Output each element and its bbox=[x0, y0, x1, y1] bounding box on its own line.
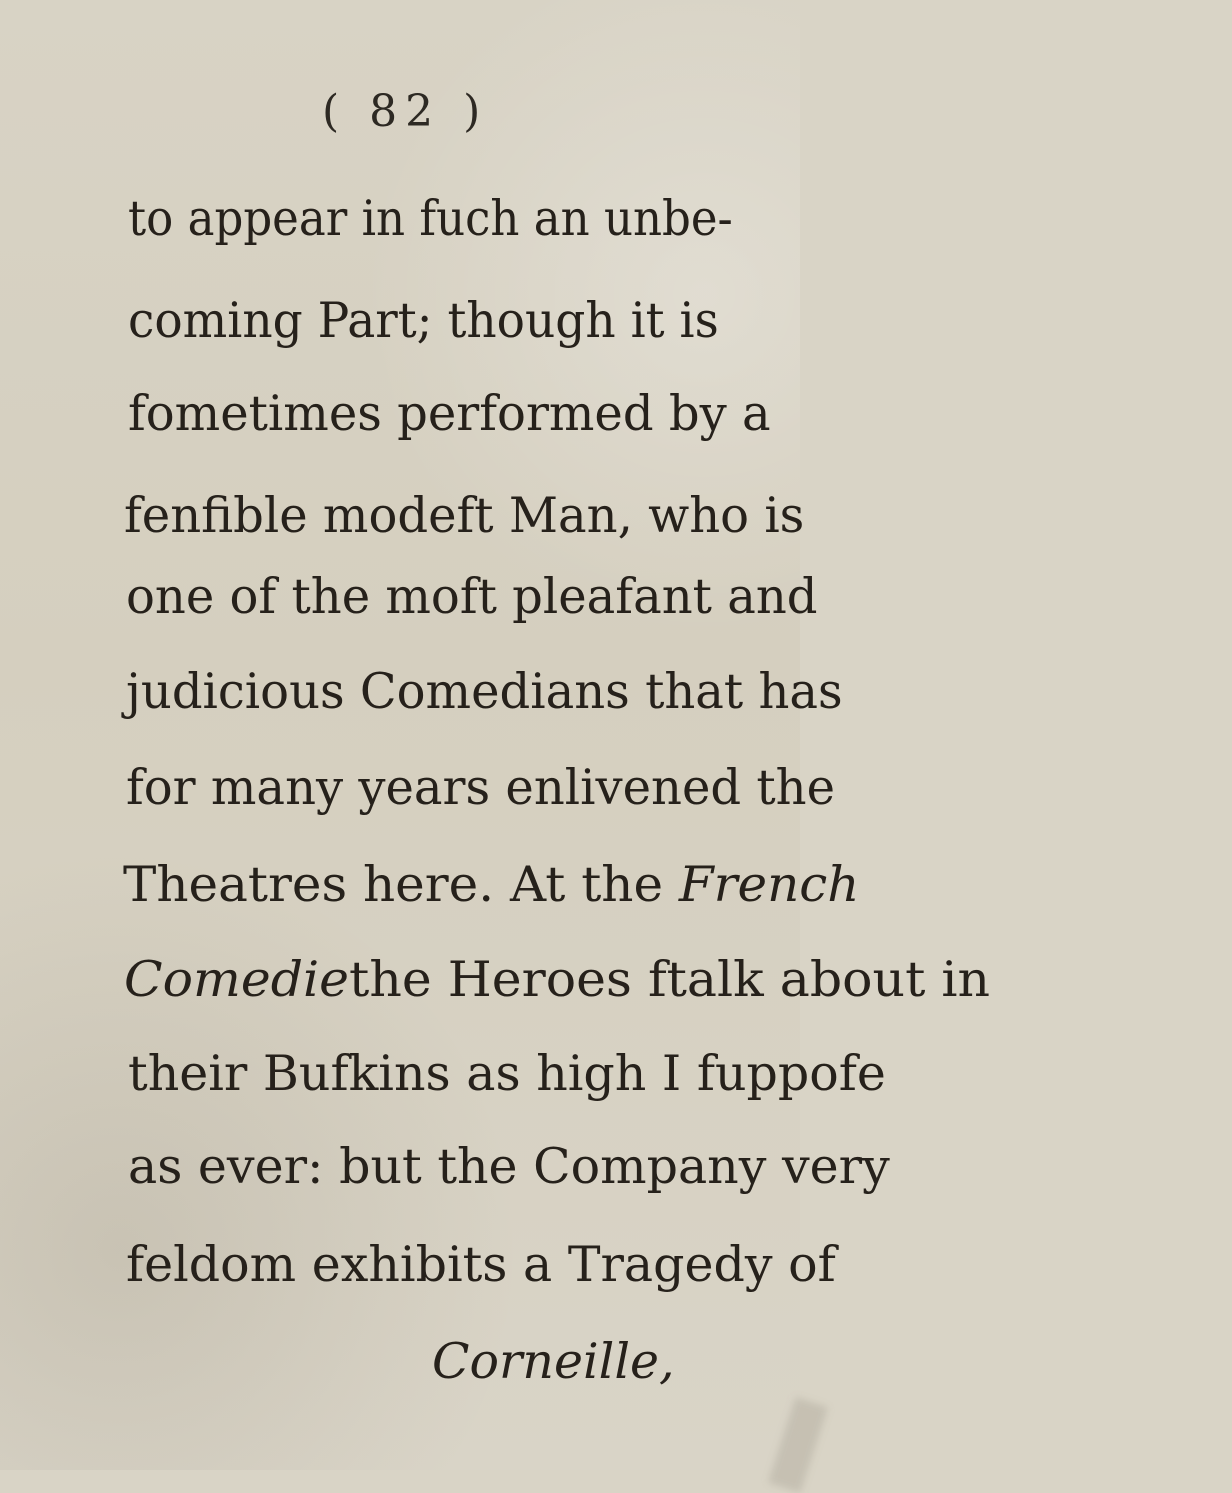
line-8-italic: French bbox=[678, 856, 860, 913]
text-line-11 bbox=[128, 1138, 928, 1196]
line-11-text: as ever: but the Company very bbox=[128, 1138, 890, 1195]
line-1-text: to appear in fuch an unbe- bbox=[128, 190, 733, 247]
line-5-text: one of the moft pleafant and bbox=[126, 568, 818, 625]
line-12-text: feldom exhibits a Tragedy of bbox=[126, 1236, 836, 1293]
text-line-1 bbox=[128, 190, 864, 248]
text-line-2 bbox=[128, 292, 896, 350]
line-4-text: fenfible modeft Man, who is bbox=[124, 487, 805, 544]
text-line-10 bbox=[128, 1045, 928, 1103]
line-10-text: their Bufkins as high I fuppofe bbox=[128, 1045, 886, 1102]
line-8-text: Theatres here. At the bbox=[123, 856, 679, 913]
text-line-6 bbox=[126, 663, 910, 721]
catchword: Corneille, bbox=[432, 1333, 675, 1390]
line-9-after: the Heroes ftalk about in bbox=[349, 951, 991, 1008]
text-line-5 bbox=[126, 568, 910, 626]
line-2-text: coming Part; though it is bbox=[128, 292, 719, 349]
line-3-text: fometimes performed by a bbox=[128, 385, 771, 442]
text-line-8 bbox=[123, 856, 939, 914]
page-number-header: ( 82 ) bbox=[322, 86, 489, 137]
text-line-7 bbox=[126, 759, 910, 817]
text-line-4 bbox=[124, 487, 908, 545]
line-9-italic: Comedie bbox=[124, 951, 350, 1008]
text-line-12 bbox=[126, 1236, 926, 1294]
line-6-text: judicious Comedians that has bbox=[126, 663, 843, 720]
text-line-9 bbox=[124, 951, 991, 1009]
line-7-text: for many years enlivened the bbox=[126, 759, 836, 816]
text-line-3 bbox=[128, 385, 912, 443]
